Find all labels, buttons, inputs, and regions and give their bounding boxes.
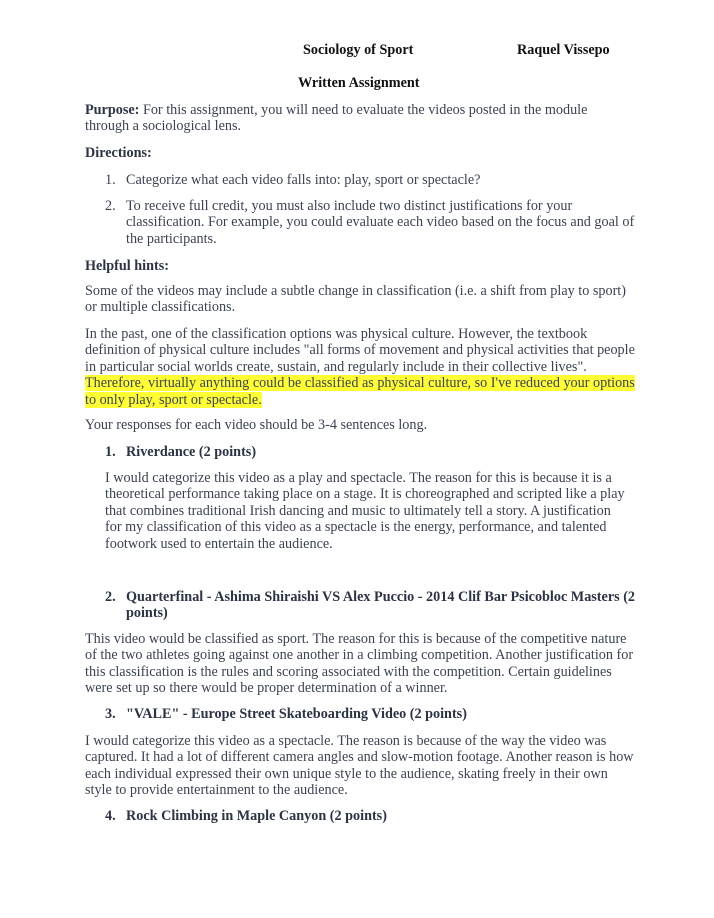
question-4-heading: 4. Rock Climbing in Maple Canyon (2 points) [105, 808, 387, 824]
course-title: Sociology of Sport [303, 42, 414, 58]
direction-item-1: 1. Categorize what each video falls into: play, sport or spectacle? [105, 172, 481, 188]
assignment-title: Written Assignment [298, 75, 420, 91]
highlighted-text: Therefore, virtually anything could be classified as physical culture, so I've reduced your options to only play, sport or spectacle. [85, 375, 635, 408]
purpose-paragraph [85, 102, 635, 135]
question-3-answer: I would categorize this video as a spectacle. The reason is because of the way the video was captured. It had a lot of different camera angles and slow-motion footage. Another reason is how each individual expressed their own unique style to the audience, skating freely in their own style to provide entertainment to the audience. [85, 733, 634, 799]
directions-label: Directions: [85, 145, 152, 161]
hint-paragraph-1: Some of the videos may include a subtle change in classification (i.e. a shift from play to sport) or multiple classifications. [85, 283, 626, 316]
purpose-label: Purpose: [85, 102, 140, 118]
author-name: Raquel Vissepo [517, 42, 610, 58]
question-2-heading: 2. Quarterfinal - Ashima Shiraishi VS Alex Puccio - 2014 Clif Bar Psicobloc Masters (2 points) [105, 589, 636, 622]
hint-paragraph-3: Your responses for each video should be 3-4 sentences long. [85, 417, 428, 433]
question-3-heading: 3. "VALE" - Europe Street Skateboarding Video (2 points) [105, 706, 467, 722]
question-2-answer: This video would be classified as sport. The reason for this is because of the competitive nature of the two athletes going against one another in a climbing competition. Another justification for this classification is the rules and scoring associated with the competition. Certain guidelines were set up so there would be proper determination of a winner. [85, 631, 634, 697]
question-1-heading: 1. Riverdance (2 points) [105, 444, 257, 460]
question-1-answer: I would categorize this video as a play and spectacle. The reason for this is because it is a theoretical performance taking place on a stage. It is choreographed and scripted like a play that combines traditional Irish dancing and music to ultimately tell a story. A justification for my classification of this video as a spectacle is the energy, performance, and talented footwork used to entertain the audience. [105, 470, 625, 552]
hints-label: Helpful hints: [85, 258, 169, 274]
direction-item-2: 2. To receive full credit, you must also include two distinct justifications for your classification. For example, you could evaluate each video based on the focus and goal of the participants. [105, 198, 635, 247]
purpose-text: For this assignment, you will need to evaluate the videos posted in the module through a sociological lens. [85, 102, 588, 135]
hint-paragraph-2: In the past, one of the classification options was physical culture. However, the textbook definition of physical culture includes "all forms of movement and physical activities that people in particular social worlds create, sustain, and regularly include in their collective lives". Therefore, virtually anything could be classified as physical culture, so I've reduced your options to only play, sport or spectacle. [85, 326, 635, 408]
